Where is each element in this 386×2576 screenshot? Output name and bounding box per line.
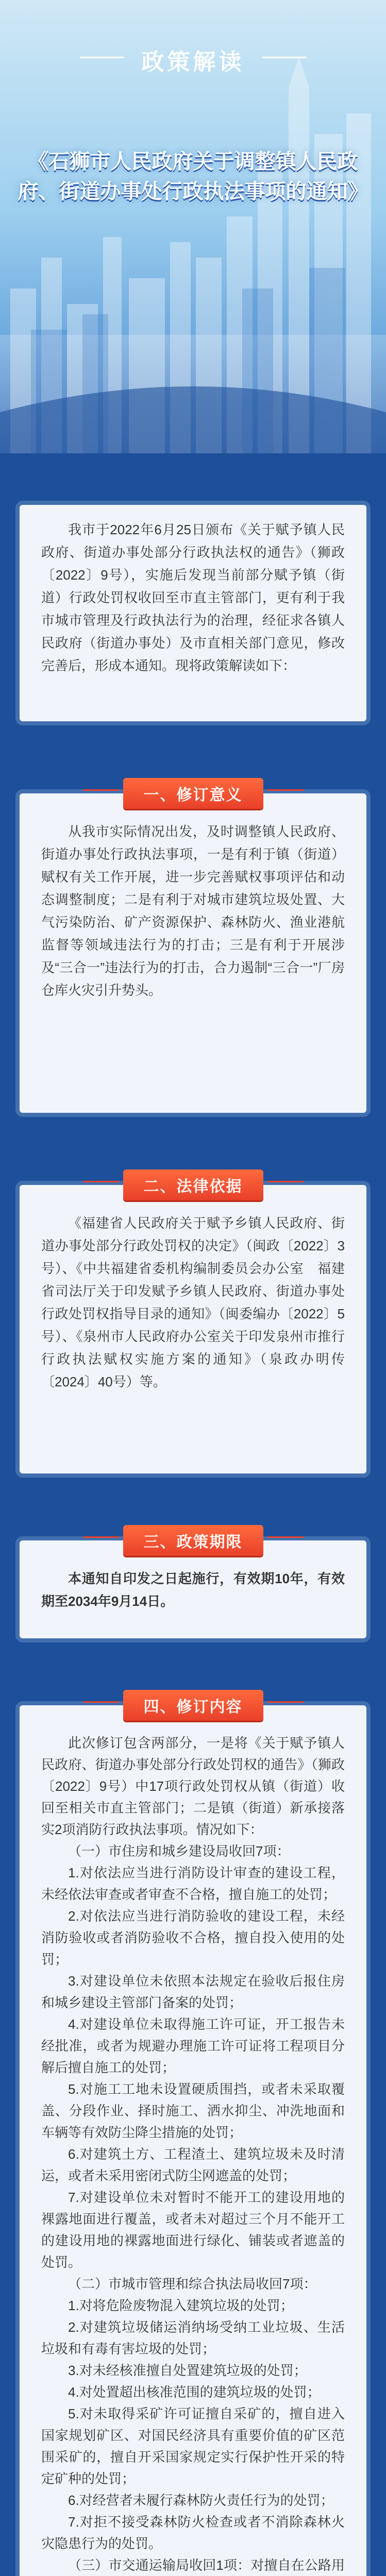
section-paragraph: （三）市交通运输局收回1项：对擅自在公路用 xyxy=(68,2557,345,2573)
section-title: 四、修订内容 xyxy=(123,1690,263,1721)
section-revision-content xyxy=(20,1699,366,2576)
section-paragraph: 1.对依法应当进行消防设计审查的建设工程，未经依法审查或者审查不合格，擅自施工的处罚； xyxy=(41,1865,345,1902)
intro-text: 我市于2022年6月25日颁布《关于赋予镇人民政府、街道办事处部分行政执法权的通告》（狮政〔2022〕9号），实施后发现当前部分赋予镇（街道）行政处罚权收回至市直主管部门，更有利于我市城市管理及行政执法行为的治理，经征求各镇人民政府（街道办事处）及市直相关部门意见，修改完善后，形成本通知。现将政策解读如下： xyxy=(41,522,345,673)
section-paragraph: （二）市城市管理和综合执法局收回7项： xyxy=(68,2276,317,2292)
section-title: 二、法律依据 xyxy=(123,1170,263,1200)
section-paragraph: 《福建省人民政府关于赋予乡镇人民政府、街道办事处部分行政处罚权的决定》（闽政〔2022〕3号）、《中共福建省委机构编制委员会办公室 福建省司法厅关于印发赋予乡镇人民政府、街道办事处行政处罚权指导目录的通知》（闽委编办〔2022〕5号）、《泉州市人民政府办公室关于印发泉州市推行行政执法赋权实施方案的通知》（泉政办明传〔2024〕40号）等。 xyxy=(41,1215,345,1389)
section-title: 一、修订意义 xyxy=(123,778,263,809)
section-paragraph: 6.对建筑土方、工程渣土、建筑垃圾未及时清运，或者未采用密闭式防尘网遮盖的处罚； xyxy=(41,2146,345,2183)
header-banner xyxy=(0,0,386,453)
banner-title: 政策解读 xyxy=(121,39,265,80)
section-paragraph: 4.对处置超出核准范围的建筑垃圾的处罚； xyxy=(68,2384,321,2400)
section-paragraph: 7.对拒不接受森林防火检查或者不消除森林火灾隐患行为的处罚。 xyxy=(41,2514,345,2551)
section-policy-period xyxy=(20,1534,366,1638)
section-paragraph: 本通知自印发之日起施行，有效期10年，有效期至2034年9月14日。 xyxy=(41,1571,345,1609)
intro-card xyxy=(20,505,366,721)
document-title: 《石狮市人民政府关于调整镇人民政府、街道办事处行政执法事项的通知》 xyxy=(18,150,368,203)
section-paragraph: （一）市住房和城乡建设局收回7项： xyxy=(68,1843,290,1859)
section-paragraph: 此次修订包含两部分，一是将《关于赋予镇人民政府、街道办事处部分行政处罚权的通告》（狮政〔2022〕9号）中17项行政处罚权从镇（街道）收回至相关市直主管部门；二是镇（街道）新承接落实2项消防行政执法事项。情况如下： xyxy=(41,1735,345,1837)
section-paragraph: 6.对经营者未履行森林防火责任行为的处罚； xyxy=(68,2493,334,2508)
section-paragraph: 3.对建设单位未依照本法规定在验收后报住房和城乡建设主管部门备案的处罚； xyxy=(41,1973,345,2010)
section-legal-basis xyxy=(20,1178,366,1473)
section-paragraph: 3.对未经核准擅自处置建筑垃圾的处罚； xyxy=(68,2363,307,2378)
section-paragraph: 4.对建设单位未取得施工许可证，开工报告未经批准，或者为规避办理施工许可证将工程项目分解后擅自施工的处罚； xyxy=(41,2016,345,2075)
section-revision-significance xyxy=(20,787,366,1113)
section-paragraph: 1.对将危险废物混入建筑垃圾的处罚； xyxy=(68,2298,294,2313)
section-paragraph: 5.对未取得采矿许可证擅自采矿的，擅自进入国家规划矿区、对国民经济具有重要价值的矿区范围采矿的，擅自开采国家规定实行保护性开采的特定矿种的处罚； xyxy=(41,2406,345,2486)
section-paragraph: 2.对建筑垃圾储运消纳场受纳工业垃圾、生活垃圾和有毒有害垃圾的处罚； xyxy=(41,2319,345,2357)
section-title: 三、政策期限 xyxy=(123,1525,263,1556)
section-paragraph: 7.对建设单位未对暂时不能开工的建设用地的裸露地面进行覆盖，或者未对超过三个月不能开工的建设用地的裸露地面进行绿化、铺装或者遮盖的处罚。 xyxy=(41,2190,345,2270)
section-paragraph: 从我市实际情况出发，及时调整镇人民政府、街道办事处行政执法事项，一是有利于镇（街道）赋权有关工作开展，进一步完善赋权事项评估和动态调整制度；二是有利于对城市建筑垃圾处置、大气污染防治、矿产资源保护、森林防火、渔业港航监督等领域违法行为的打击；三是有利于开展涉及“三合一”违法行为的打击，合力遏制“三合一”厂房仓库火灾引升势头。 xyxy=(41,824,345,998)
section-paragraph: 5.对施工工地未设置硬质围挡，或者未采取覆盖、分段作业、择时施工、洒水抑尘、冲洗地面和车辆等有效防尘降尘措施的处罚； xyxy=(41,2081,345,2140)
section-paragraph: 2.对依法应当进行消防验收的建设工程，未经消防验收或者消防验收不合格，擅自投入使用的处罚； xyxy=(41,1908,345,1967)
